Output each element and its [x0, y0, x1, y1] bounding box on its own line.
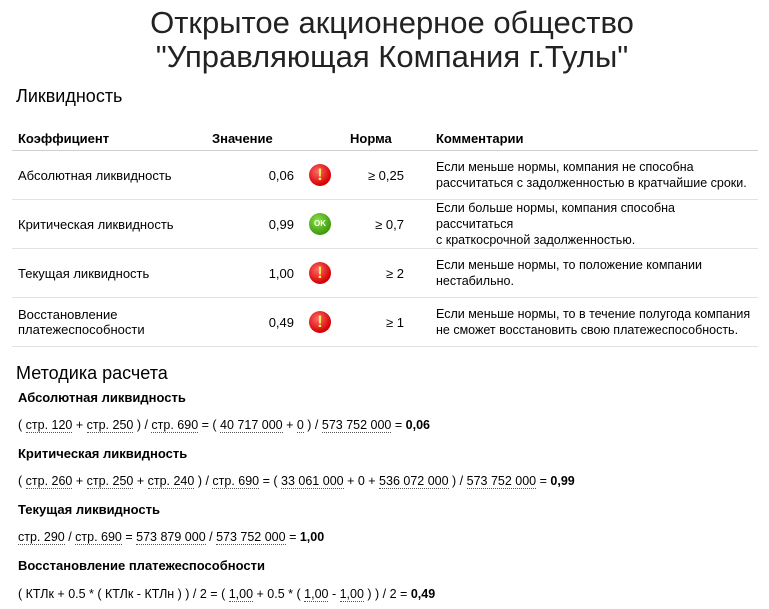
table-row [12, 249, 758, 298]
ref-link[interactable]: стр. 690 [151, 418, 199, 432]
warning-icon: ! [309, 164, 331, 186]
value-link[interactable]: 1,00 [339, 587, 364, 601]
value-link[interactable]: 536 072 000 [379, 474, 449, 488]
value-link[interactable]: 0 [296, 418, 304, 432]
formula-line: ( КТЛк + 0.5 * ( КТЛк - КТЛн ) ) / 2 = ( 1,00 + 0.5 * ( 1,00 - 1,00 ) ) / 2 = 0,49 [18, 587, 436, 601]
value-link[interactable]: 573 879 000 [136, 530, 206, 544]
row-name: Критическая ликвидность [12, 200, 206, 249]
col-header-comment: Комментарии [422, 126, 758, 151]
value-link[interactable]: 573 752 000 [216, 530, 286, 544]
ref-link[interactable]: стр. 690 [75, 530, 122, 544]
col-header-name: Коэффициент [12, 126, 206, 151]
liquidity-table [12, 126, 758, 347]
method-heading: Методика расчета [16, 363, 168, 383]
formula-title: Абсолютная ликвидность [18, 390, 186, 405]
ref-link[interactable]: стр. 690 [212, 474, 260, 488]
row-comment: Если меньше нормы, то в течение полугода компания не сможет восстановить свою платежеспособность. [422, 298, 758, 347]
formula-result: 1,00 [299, 530, 325, 544]
title-line-1: Открытое акционерное общество [150, 5, 634, 40]
row-norm: ≥ 0,7 [340, 200, 422, 249]
row-comment: Если меньше нормы, то положение компании нестабильно. [422, 249, 758, 298]
formula-title: Восстановление платежеспособности [18, 558, 265, 573]
row-name: Текущая ликвидность [12, 249, 206, 298]
formula-result: 0,99 [550, 474, 575, 488]
page-title [0, 6, 769, 74]
row-value: 0,49 [206, 298, 300, 347]
row-value: 1,00 [206, 249, 300, 298]
warning-icon: ! [309, 311, 331, 333]
warning-icon: ! [309, 262, 331, 284]
ref-link[interactable]: стр. 260 [25, 474, 73, 488]
formula-result: 0,06 [405, 418, 430, 432]
value-link[interactable]: 1,00 [228, 587, 254, 601]
ref-link[interactable]: стр. 120 [25, 418, 73, 432]
row-norm: ≥ 0,25 [340, 151, 422, 200]
formula-line: стр. 290 / стр. 690 = 573 879 000 / 573 752 000 = 1,00 [18, 530, 325, 544]
table-row [12, 200, 758, 249]
title-line-2: "Управляющая Компания г.Тулы" [155, 39, 629, 74]
liquidity-heading: Ликвидность [16, 86, 123, 106]
row-value: 0,99 [206, 200, 300, 249]
formula-line: ( стр. 120 + стр. 250 ) / стр. 690 = ( 40 717 000 + 0 ) / 573 752 000 = 0,06 [18, 418, 430, 432]
ref-link[interactable]: стр. 240 [147, 474, 195, 488]
value-link[interactable]: 573 752 000 [466, 474, 537, 488]
col-header-norm: Норма [340, 126, 422, 151]
ref-link[interactable]: стр. 250 [86, 418, 134, 432]
row-value: 0,06 [206, 151, 300, 200]
value-link[interactable]: 1,00 [304, 587, 329, 601]
table-header-row [12, 126, 758, 151]
col-header-value: Значение [206, 126, 300, 151]
row-norm: ≥ 1 [340, 298, 422, 347]
formula-title: Критическая ликвидность [18, 446, 188, 461]
row-comment: Если меньше нормы, компания не способна рассчитаться с задолженностью в кратчайшие сроки. [422, 151, 758, 200]
row-norm: ≥ 2 [340, 249, 422, 298]
formula-line: ( стр. 260 + стр. 250 + стр. 240 ) / стр. 690 = ( 33 061 000 + 0 + 536 072 000 ) / 573 752 000 = 0,99 [18, 474, 575, 488]
row-name: Восстановление платежеспособности [12, 298, 206, 347]
col-header-status [300, 126, 340, 151]
value-link[interactable]: 40 717 000 [220, 418, 283, 432]
formula-result: 0,49 [410, 587, 436, 601]
row-comment: Если больше нормы, компания способна рассчитаться с краткосрочной задолженностью. [422, 200, 758, 249]
row-name: Абсолютная ликвидность [12, 151, 206, 200]
value-link[interactable]: 573 752 000 [321, 418, 392, 432]
ref-link[interactable]: стр. 290 [18, 530, 65, 544]
ref-link[interactable]: стр. 250 [86, 474, 134, 488]
formula-title: Текущая ликвидность [18, 502, 161, 517]
table-row [12, 151, 758, 200]
ok-icon: OK [309, 213, 331, 235]
value-link[interactable]: 33 061 000 [281, 474, 344, 488]
table-row [12, 298, 758, 347]
